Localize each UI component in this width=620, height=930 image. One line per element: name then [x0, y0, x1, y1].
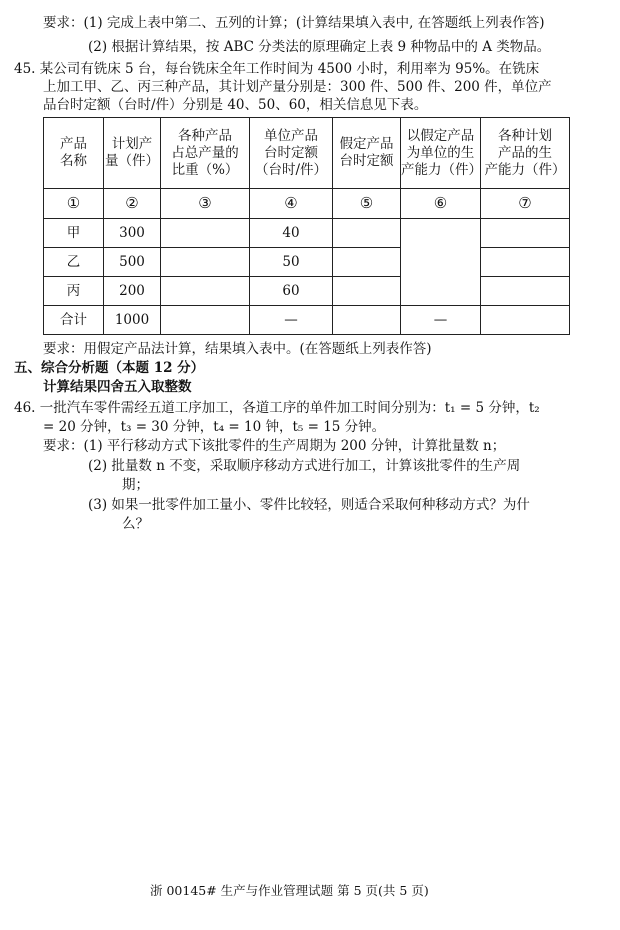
q46-requirement-3-line-2: 么？	[122, 516, 149, 532]
header-product-name: 产品 名称	[44, 118, 104, 189]
q46-requirement-3-line-1: (3) 如果一批零件加工量小、零件比较轻，则适合采取何种移动方式？为什	[88, 497, 530, 513]
q46-requirement-2-line-2: 期；	[122, 477, 149, 493]
header-planned-output: 计划产 量（件）	[104, 118, 161, 189]
q45-capacity-table	[43, 117, 570, 335]
cell-total-label: 合计	[44, 306, 104, 335]
header-assumed-product-hours: 假定产品 台时定额	[333, 118, 401, 189]
table-row	[44, 219, 570, 248]
section-5-note: 计算结果四舍五入取整数	[43, 379, 192, 395]
header-planned-capacity: 各种计划 产品的生 产能力（件）	[481, 118, 570, 189]
q46-requirement-1: 要求：(1) 平行移动方式下该批零件的生产周期为 200 分钟，计算批量数 n；	[43, 438, 506, 454]
table-row	[44, 277, 570, 306]
q46-stem-line-1: 46. 一批汽车零件需经五道工序加工，各道工序的单件加工时间分别为：t₁ = 5 分钟，t₂	[14, 400, 540, 416]
cell-total-planned-capacity	[481, 306, 570, 335]
q46-requirement-2-line-1: (2) 批量数 n 不变，采取顺序移动方式进行加工，计算该批零件的生产周	[88, 458, 521, 474]
cell-planned-capacity	[481, 248, 570, 277]
q44-requirement-1: 要求：(1) 完成上表中第二、五列的计算；(计算结果填入表中, 在答题纸上列表作答)	[43, 15, 545, 31]
q45-stem-line-1: 45. 某公司有铣床 5 台，每台铣床全年工作时间为 4500 小时，利用率为 95%。在铣床	[14, 61, 540, 77]
cell-planned-capacity	[481, 219, 570, 248]
cell-product: 甲	[44, 219, 104, 248]
column-number: ①	[44, 189, 104, 219]
table-column-number-row	[44, 189, 570, 219]
q45-requirement: 要求：用假定产品法计算，结果填入表中。(在答题纸上列表作答)	[43, 341, 432, 357]
table-total-row	[44, 306, 570, 335]
cell-assumed-capacity-merged	[401, 219, 481, 306]
cell-total-assumed-capacity: —	[401, 306, 481, 335]
cell-planned-output: 500	[104, 248, 161, 277]
cell-total-unit-hours: —	[250, 306, 333, 335]
column-number: ⑤	[333, 189, 401, 219]
cell-product: 乙	[44, 248, 104, 277]
cell-unit-hours: 50	[250, 248, 333, 277]
q45-stem-line-3: 品台时定额（台时/件）分别是 40、50、60，相关信息见下表。	[43, 97, 428, 113]
cell-planned-output: 200	[104, 277, 161, 306]
column-number: ④	[250, 189, 333, 219]
cell-planned-output: 300	[104, 219, 161, 248]
cell-output-share	[161, 277, 250, 306]
cell-assumed-hours	[333, 277, 401, 306]
cell-assumed-hours	[333, 248, 401, 277]
cell-total-assumed-hours	[333, 306, 401, 335]
cell-planned-capacity	[481, 277, 570, 306]
cell-total-output: 1000	[104, 306, 161, 335]
cell-output-share	[161, 219, 250, 248]
column-number: ③	[161, 189, 250, 219]
table-row	[44, 248, 570, 277]
cell-unit-hours: 40	[250, 219, 333, 248]
q46-stem-line-2: = 20 分钟，t₃ = 30 分钟，t₄ = 10 钟，t₅ = 15 分钟。	[43, 419, 386, 435]
column-number: ⑥	[401, 189, 481, 219]
column-number: ⑦	[481, 189, 570, 219]
header-unit-machine-hours: 单位产品 台时定额 （台时/件）	[250, 118, 333, 189]
cell-unit-hours: 60	[250, 277, 333, 306]
header-assumed-capacity: 以假定产品 为单位的生 产能力（件）	[401, 118, 481, 189]
cell-assumed-hours	[333, 219, 401, 248]
q45-stem-line-2: 上加工甲、乙、丙三种产品，其计划产量分别是：300 件、500 件、200 件，单位产	[43, 79, 552, 95]
page-footer: 浙 00145# 生产与作业管理试题 第 5 页(共 5 页)	[150, 883, 429, 898]
q44-requirement-2: (2) 根据计算结果，按 ABC 分类法的原理确定上表 9 种物品中的 A 类物品。	[88, 39, 551, 55]
cell-total-share	[161, 306, 250, 335]
header-output-share: 各种产品 占总产量的 比重（%）	[161, 118, 250, 189]
section-5-title: 五、综合分析题（本题 12 分）	[14, 360, 205, 376]
column-number: ②	[104, 189, 161, 219]
cell-product: 丙	[44, 277, 104, 306]
cell-output-share	[161, 248, 250, 277]
table-header-row	[44, 118, 570, 189]
